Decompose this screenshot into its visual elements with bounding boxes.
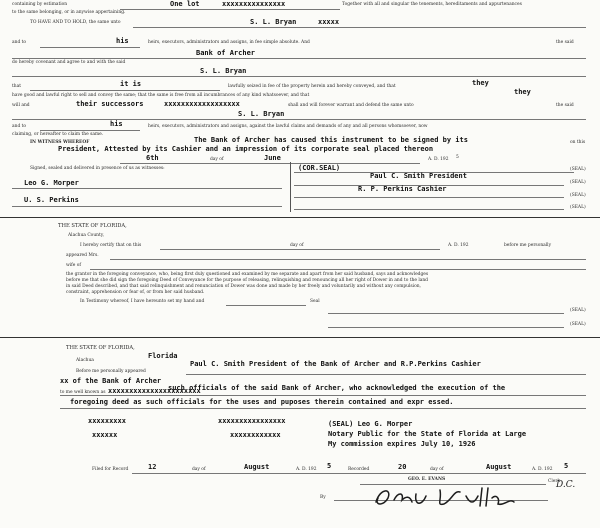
- ack1-seal-2: (SEAL): [570, 322, 586, 327]
- appertaining-text: to the same belonging, or in anywise appertaining.: [12, 10, 126, 15]
- that-label: that: [12, 84, 21, 89]
- grantor-name: Bank of Archer: [196, 49, 256, 57]
- grantee-name-2: S. L. Bryan: [200, 67, 247, 75]
- habendum-label: TO HAVE AND TO HOLD, the same unto: [30, 20, 121, 25]
- deputy-clerk-signature: [370, 484, 546, 510]
- ack1-state: THE STATE OF FLORIDA,: [58, 223, 127, 229]
- witness-1-signature: Leo G. Morper: [24, 179, 79, 187]
- pronoun-his-2: his: [110, 120, 123, 128]
- ack1-wife-of: wife of: [66, 263, 82, 268]
- ack1-seal: (SEAL): [570, 308, 586, 313]
- recorded-day: 20: [398, 463, 407, 471]
- in-witness-whereof: IN WITNESS WHEREOF: [30, 140, 90, 145]
- ack2-strikeout-5: xxxxxx: [92, 431, 118, 439]
- the-said-label-2: the said: [556, 103, 574, 108]
- good-right-text: have good and lawful right to sell and convey the same; that the same is free from all incumbrances of any kind whatsoever, and that: [12, 93, 310, 98]
- recorded-month: August: [486, 463, 512, 471]
- ack1-para-3: in said Deed described, and that said relinquishment and renunciation of Dower was done and made by her freely and voluntarily and without any compulsion,: [66, 284, 421, 289]
- grantee-name: S. L. Bryan: [250, 18, 297, 26]
- recorded-ad: A. D. 192: [532, 467, 553, 472]
- it-is: it is: [120, 80, 142, 88]
- seal-2: (SEAL): [570, 180, 586, 185]
- execution-month: June: [264, 154, 281, 162]
- day-of-label: day of: [210, 157, 224, 162]
- cashier-signature: R. P. Perkins Cashier: [358, 185, 447, 193]
- notary-commission: My commission expires July 10, 1926: [328, 440, 476, 448]
- the-said-label: the said: [556, 40, 574, 45]
- recorded-day-of: day of: [430, 467, 444, 472]
- will-and-label: will and: [12, 103, 30, 108]
- president-signature: Paul C. Smith President: [370, 172, 467, 180]
- notary-seal-name: (SEAL) Leo G. Morper: [328, 420, 413, 428]
- pronoun-his: his: [116, 37, 129, 45]
- they-2: they: [514, 88, 531, 96]
- ack2-state: THE STATE OF FLORIDA,: [66, 345, 135, 351]
- recorded-label: Recorded: [348, 467, 370, 472]
- ack1-appeared: appeared Mrs.: [66, 253, 99, 258]
- seized-text: lawfully seized in fee of the property herein and hereby conveyed, and that: [228, 84, 396, 89]
- filed-year-digit: 5: [327, 462, 332, 470]
- ack2-ack-line-2: foregoing deed as such officials for the uses and puposes therein contained and expr essed.: [70, 398, 454, 406]
- strikeout-3: xxxxxxxxxxxxxxxxxx: [164, 100, 240, 108]
- ack2-strikeout-3: xxxxxxxxx: [88, 417, 126, 425]
- filed-month: August: [244, 463, 270, 471]
- ack1-certify: I hereby certify that on this: [80, 243, 142, 248]
- ack1-para-1: the grantor in the foregoing conveyance, who, being first duly questioned and examined by me separate and apart from her said husband, says and acknowledges: [66, 272, 429, 277]
- ack2-strikeout-1: xx of the Bank of Archer: [60, 377, 162, 385]
- ack1-seal-word: Seal: [310, 299, 320, 304]
- filed-ad: A. D. 192: [296, 467, 317, 472]
- they-1: they: [472, 79, 489, 87]
- tenements-text: Together with all and singular the tenements, hereditaments and appurtenances: [342, 2, 522, 7]
- covenant-text: do hereby covenant and agree to and with the said: [12, 60, 126, 65]
- ack1-para-4: constraint, apprehension or fear of, or from her said husband.: [66, 290, 205, 295]
- witness-2-signature: U. S. Perkins: [24, 196, 79, 204]
- heirs-line-2-label: and to: [12, 124, 27, 129]
- lot-description: One lot: [170, 0, 200, 8]
- heirs-line-label: and to: [12, 40, 27, 45]
- by-label: By: [320, 495, 326, 500]
- grantee-name-3: S. L. Bryan: [238, 110, 285, 118]
- filed-label: Filed for Record: [92, 467, 129, 472]
- ack1-county: Alachua County,: [68, 233, 105, 238]
- ack1-day-of: day of: [290, 243, 304, 248]
- fee-simple-text: heirs, executors, administrators and assigns, in fee simple absolute. And: [148, 40, 310, 45]
- ack2-strikeout-2: xxxxxxxxxxxxxxxxxxxxxx: [108, 387, 201, 395]
- recorded-year-digit: 5: [564, 462, 569, 470]
- seal-3: (SEAL): [570, 193, 586, 198]
- lawful-claims-text: heirs, executors, administrators and assigns, against the lawful claims and demands of any and all persons whomsoever, now: [148, 124, 428, 129]
- on-this-label: on this: [570, 140, 586, 145]
- strikeout-2: xxxxx: [318, 18, 340, 26]
- ad-label: A. D. 192: [428, 157, 449, 162]
- witness-clause-2: President, Attested by its Cashier and an impression of its corporate seal placed thereon: [58, 145, 434, 153]
- dc-initials: D.C.: [556, 480, 576, 490]
- notary-public-line: Notary Public for the State of Florida at Large: [328, 430, 527, 438]
- signed-sealed-text: Signed, sealed and delivered in presence of us as witnesses:: [30, 166, 165, 171]
- seal-1: (SEAL): [570, 167, 586, 172]
- corporate-seal: (COR.SEAL): [298, 164, 341, 172]
- ack2-strikeout-6: xxxxxxxxxxxx: [230, 431, 281, 439]
- warrant-text: shall and will forever warrant and defend the same unto: [288, 103, 414, 108]
- seal-4: (SEAL): [570, 205, 586, 210]
- claiming-text: claiming, or hereafter to claim the same.: [12, 132, 104, 137]
- clerk-name: GEO. E. EVANS: [408, 477, 446, 482]
- consideration-line-label: containing by estimation: [12, 2, 68, 7]
- execution-year-digit: 5: [456, 155, 459, 160]
- ack1-testimony: In Testimony whereof, I have hereunto set my hand and: [80, 299, 205, 304]
- ack1-ad: A. D. 192: [448, 243, 469, 248]
- ack1-before: before me personally: [504, 243, 552, 248]
- filed-day-of: day of: [192, 467, 206, 472]
- execution-day: 6th: [146, 154, 159, 162]
- strikeout-1: xxxxxxxxxxxxxxx: [222, 0, 286, 8]
- successors: their successors: [76, 100, 144, 108]
- filed-day: 12: [148, 463, 157, 471]
- ack2-appeared-persons: Paul C. Smith President of the Bank of Archer and R.P.Perkins Cashier: [190, 360, 481, 368]
- ack1-para-2: before me that she did sign the foregoing Deed of Conveyance for the purpose of releasing, relinquishing and renouncing all her right of Dower in and to the land: [66, 278, 428, 283]
- clerk-label: Clerk: [548, 479, 561, 484]
- ack2-ack-line-1: such officials of the said Bank of Archer, who acknowledged the execution of the: [168, 384, 506, 392]
- ack2-to-me: to me well known as: [60, 390, 106, 395]
- ack2-before-me: Before me personally appeared: [76, 369, 146, 374]
- ack2-florida: Florida: [148, 352, 178, 360]
- witness-clause-1: The Bank of Archer has caused this instrument to be signed by its: [194, 136, 468, 144]
- ack2-county-label: Alachua: [76, 358, 94, 363]
- ack2-strikeout-4: xxxxxxxxxxxxxxxx: [218, 417, 286, 425]
